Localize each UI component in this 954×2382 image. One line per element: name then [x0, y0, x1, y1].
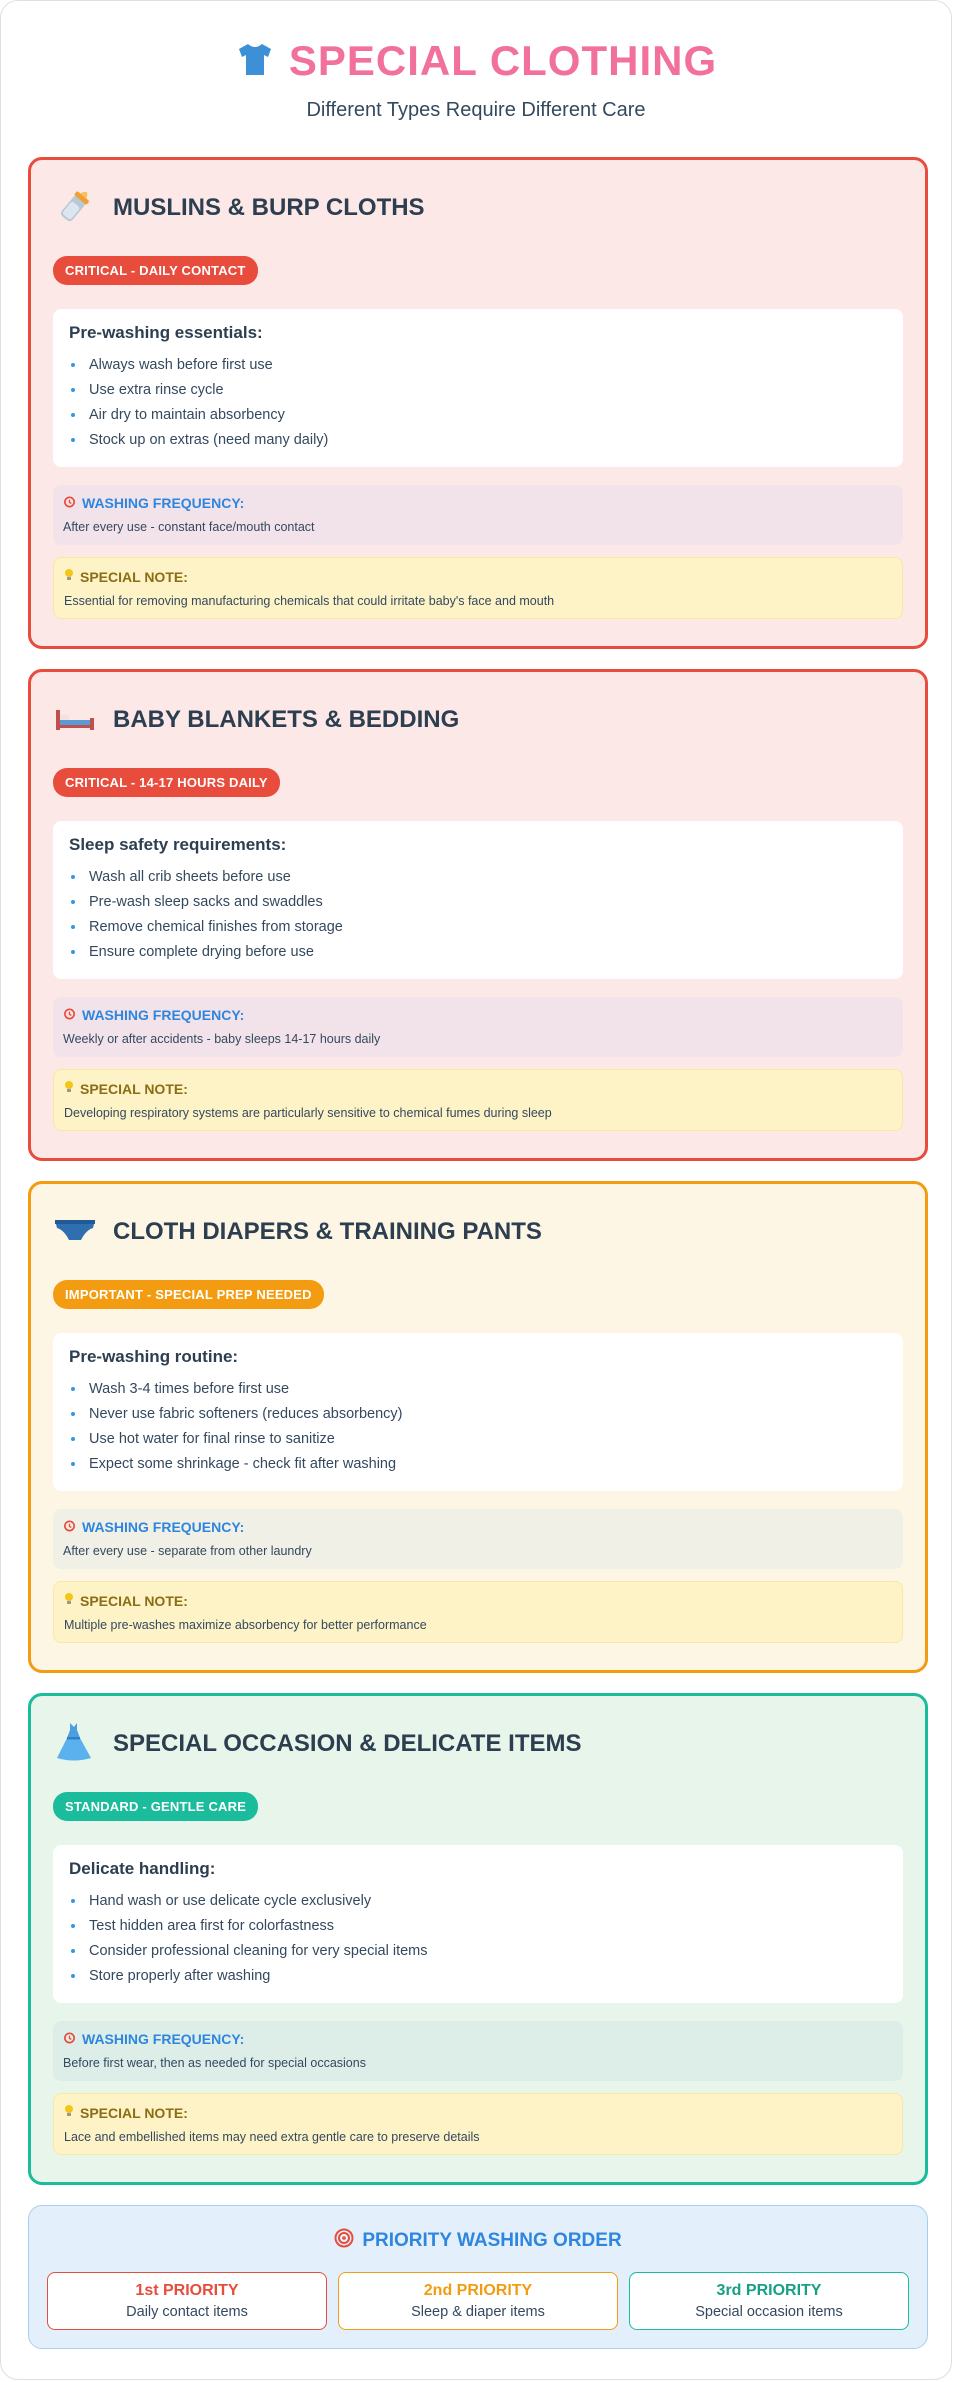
card-diapers: [28, 1181, 928, 1673]
note-text: Developing respiratory systems are particularly sensitive to chemical fumes during sleep: [64, 1106, 552, 1120]
frequency-label: WASHING FREQUENCY:: [82, 1519, 245, 1535]
dress-icon: [53, 1720, 97, 1769]
list-item: Ensure complete drying before use: [69, 940, 887, 965]
list-box: [53, 1333, 903, 1491]
card-title: MUSLINS & BURP CLOTHS: [113, 194, 425, 221]
list-title: Pre-washing routine:: [69, 1347, 239, 1366]
card-title: BABY BLANKETS & BEDDING: [113, 706, 460, 733]
light-bulb-icon: [64, 1592, 74, 1609]
diaper-icon: [53, 1208, 97, 1257]
priority-title: PRIORITY WASHING ORDER: [362, 2230, 622, 2251]
frequency-label: WASHING FREQUENCY:: [82, 2031, 245, 2047]
list-item: Wash 3-4 times before first use: [69, 1377, 887, 1402]
list-item: Consider professional cleaning for very special items: [69, 1939, 887, 1964]
list-item: Remove chemical finishes from storage: [69, 915, 887, 940]
list-box: [53, 1845, 903, 2003]
frequency-text: After every use - separate from other laundry: [63, 1544, 312, 1558]
list-item: Test hidden area first for colorfastness: [69, 1914, 887, 1939]
list-item: Store properly after washing: [69, 1964, 887, 1989]
light-bulb-icon: [64, 568, 74, 585]
title-row: [1, 37, 951, 85]
priority-desc: Special occasion items: [695, 2304, 843, 2320]
list-item: Stock up on extras (need many daily): [69, 428, 887, 453]
note-label-row: [64, 2104, 892, 2121]
note-label: SPECIAL NOTE:: [80, 1080, 188, 1097]
priority-desc: Sleep & diaper items: [411, 2304, 545, 2320]
checklist: [69, 1889, 887, 1989]
frequency-label-row: [63, 1007, 893, 1023]
priority-name: 2nd PRIORITY: [423, 2282, 533, 2299]
priority-badge: CRITICAL - DAILY CONTACT: [53, 256, 258, 285]
priority-card-2: [338, 2272, 618, 2330]
washing-frequency: [53, 1509, 903, 1569]
special-note: [53, 557, 903, 619]
card-title: CLOTH DIAPERS & TRAINING PANTS: [113, 1218, 542, 1245]
washing-frequency: [53, 2021, 903, 2081]
priority-badge: CRITICAL - 14-17 HOURS DAILY: [53, 768, 280, 797]
washing-frequency: [53, 997, 903, 1057]
card-blankets: [28, 669, 928, 1161]
page-title: SPECIAL CLOTHING: [288, 37, 718, 84]
frequency-text: Before first wear, then as needed for special occasions: [63, 2056, 366, 2070]
special-note: [53, 2093, 903, 2155]
card-delicates: [28, 1693, 928, 2185]
card-header: [53, 1720, 903, 1768]
page-subtitle: Different Types Require Different Care: [306, 99, 646, 121]
list-title: Sleep safety requirements:: [69, 835, 287, 854]
note-label: SPECIAL NOTE:: [80, 2104, 188, 2121]
note-label: SPECIAL NOTE:: [80, 1592, 188, 1609]
note-label-row: [64, 1592, 892, 1609]
frequency-label: WASHING FREQUENCY:: [82, 495, 245, 511]
list-item: Always wash before first use: [69, 353, 887, 378]
target-icon: [334, 2228, 354, 2254]
list-item: Pre-wash sleep sacks and swaddles: [69, 890, 887, 915]
frequency-label-row: [63, 2031, 893, 2047]
priority-row: [29, 2272, 927, 2330]
alarm-clock-icon: [63, 1519, 76, 1535]
special-note: [53, 1069, 903, 1131]
list-item: Use extra rinse cycle: [69, 378, 887, 403]
washing-frequency: [53, 485, 903, 545]
note-label: SPECIAL NOTE:: [80, 568, 188, 585]
list-title: Delicate handling:: [69, 1859, 216, 1878]
note-text: Lace and embellished items may need extra gentle care to preserve details: [64, 2130, 480, 2144]
t-shirt-icon: [235, 39, 275, 84]
alarm-clock-icon: [63, 495, 76, 511]
priority-name: 3rd PRIORITY: [716, 2282, 822, 2299]
card-header: [53, 1208, 903, 1256]
baby-bottle-icon: [53, 184, 97, 233]
light-bulb-icon: [64, 1080, 74, 1097]
priority-badge: STANDARD - GENTLE CARE: [53, 1792, 258, 1821]
priority-desc: Daily contact items: [126, 2304, 248, 2320]
list-item: Use hot water for final rinse to sanitize: [69, 1427, 887, 1452]
list-title: Pre-washing essentials:: [69, 323, 263, 342]
list-item: Wash all crib sheets before use: [69, 865, 887, 890]
frequency-label-row: [63, 495, 893, 511]
priority-card-3: [629, 2272, 909, 2330]
card-header: [53, 696, 903, 744]
list-box: [53, 821, 903, 979]
special-note: [53, 1581, 903, 1643]
header: [1, 1, 951, 122]
note-label-row: [64, 568, 892, 585]
light-bulb-icon: [64, 2104, 74, 2121]
card-muslins: [28, 157, 928, 649]
note-label-row: [64, 1080, 892, 1097]
priority-card-1: [47, 2272, 327, 2330]
list-item: Never use fabric softeners (reduces absorbency): [69, 1402, 887, 1427]
checklist: [69, 865, 887, 965]
card-header: [53, 184, 903, 232]
frequency-text: Weekly or after accidents - baby sleeps 14-17 hours daily: [63, 1032, 381, 1046]
alarm-clock-icon: [63, 2031, 76, 2047]
list-item: Hand wash or use delicate cycle exclusively: [69, 1889, 887, 1914]
checklist: [69, 1377, 887, 1477]
note-text: Essential for removing manufacturing chemicals that could irritate baby's face and mouth: [64, 594, 555, 608]
priority-title-row: [29, 2228, 927, 2254]
frequency-label-row: [63, 1519, 893, 1535]
priority-badge: IMPORTANT - SPECIAL PREP NEEDED: [53, 1280, 324, 1309]
alarm-clock-icon: [63, 1007, 76, 1023]
note-text: Multiple pre-washes maximize absorbency for better performance: [64, 1618, 427, 1632]
list-item: Expect some shrinkage - check fit after washing: [69, 1452, 887, 1477]
priority-name: 1st PRIORITY: [135, 2282, 239, 2299]
frequency-text: After every use - constant face/mouth contact: [63, 520, 315, 534]
priority-panel: [28, 2205, 928, 2349]
card-title: SPECIAL OCCASION & DELICATE ITEMS: [113, 1730, 582, 1757]
list-item: Air dry to maintain absorbency: [69, 403, 887, 428]
bed-icon: [53, 696, 97, 745]
checklist: [69, 353, 887, 453]
frequency-label: WASHING FREQUENCY:: [82, 1007, 245, 1023]
list-box: [53, 309, 903, 467]
